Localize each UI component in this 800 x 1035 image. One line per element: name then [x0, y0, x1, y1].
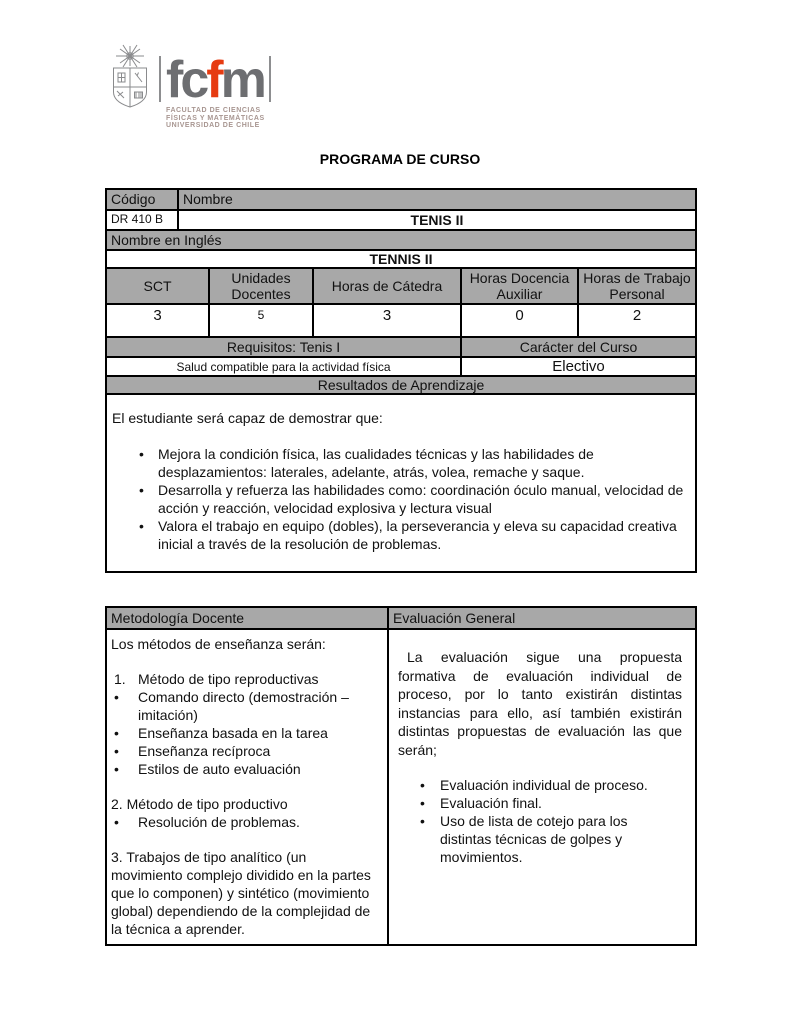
- horas-catedra-header-cell: Horas de Cátedra: [313, 268, 461, 304]
- requirements-table: [105, 336, 697, 377]
- logo-text-block: [159, 51, 271, 130]
- resultados-bullet-list: [139, 445, 685, 553]
- list-item: [111, 670, 381, 688]
- bullet-marker: •: [139, 445, 144, 462]
- bullet-marker: •: [114, 761, 119, 778]
- hours-header-row: [106, 268, 696, 304]
- table-row: [106, 376, 696, 394]
- bullet-marker: •: [139, 517, 144, 534]
- codigo-label-cell: Código: [106, 189, 178, 210]
- list-item: [139, 517, 685, 553]
- resultados-intro: El estudiante será capaz de demostrar que:: [112, 410, 383, 427]
- item-text: Resolución de problemas.: [138, 814, 300, 831]
- table-row: [106, 250, 696, 268]
- list-item: [139, 481, 685, 517]
- english-name-table: [105, 229, 697, 269]
- item-text: 2. Método de tipo productivo: [111, 796, 288, 813]
- learning-outcomes-table: [105, 375, 697, 573]
- list-item: [420, 794, 682, 812]
- resultados-header-cell: Resultados de Aprendizaje: [106, 376, 696, 394]
- list-item: [111, 724, 381, 742]
- bullet-text: Mejora la condición física, las cualidades técnicas y las habilidades de desplazamientos: laterales, adelante, atrás, volea, remache y saque.: [158, 445, 594, 480]
- table-row: [106, 210, 696, 230]
- item-text: 3. Trabajos de tipo analítico (un movimiento complejo dividido en la partes que lo componen) y sintético (movimiento global) dependiendo de la complejidad de la técnica a aprender.: [111, 849, 371, 938]
- horas-catedra-value-cell: 3: [313, 304, 461, 337]
- bullet-marker: •: [114, 725, 119, 742]
- wordmark-m: m: [220, 51, 264, 109]
- page-title: PROGRAMA DE CURSO: [319, 151, 481, 167]
- evaluacion-intro: La evaluación sigue una propuesta formativa de evaluación individual de proceso, por lo tanto existirán distintas instancias para ello, así también existirán distintas propuestas de evaluación las que serán;: [398, 649, 682, 758]
- nombre-label-cell: Nombre: [178, 189, 696, 210]
- faculty-name-line3: UNIVERSIDAD DE CHILE: [166, 122, 260, 129]
- list-item: [111, 848, 381, 938]
- faculty-name: [166, 107, 271, 130]
- bullet-marker: •: [420, 813, 425, 830]
- list-item: [111, 688, 381, 724]
- codigo-value-cell: DR 410 B: [106, 210, 178, 230]
- university-crest-icon: [108, 44, 152, 110]
- horas-trabajo-personal-header-cell: Horas de Trabajo Personal: [578, 268, 696, 304]
- unidades-docentes-header-cell: Unidades Docentes: [209, 268, 313, 304]
- horas-trabajo-personal-value-cell: 2: [578, 304, 696, 337]
- evaluacion-bullet-list: [420, 776, 682, 866]
- methodology-evaluation-table: [105, 606, 697, 946]
- wordmark-red-f: f: [206, 51, 221, 109]
- hours-values-row: [106, 304, 696, 337]
- sct-value-cell: 3: [106, 304, 209, 337]
- bullet-marker: •: [420, 795, 425, 812]
- table-row: [106, 394, 696, 572]
- bullet-marker: •: [114, 814, 119, 831]
- item-text: Estilos de auto evaluación: [138, 761, 301, 778]
- hours-table: [105, 267, 697, 338]
- faculty-name-line1: FACULTAD DE CIENCIAS: [166, 107, 261, 114]
- nombre-ingles-value-cell: TENNIS II: [106, 250, 696, 268]
- table-row: [106, 337, 696, 357]
- sct-header-cell: SCT: [106, 268, 209, 304]
- table-row: [106, 230, 696, 250]
- item-text: Enseñanza recíproca: [138, 743, 271, 760]
- bullet-text: Evaluación final.: [440, 795, 542, 812]
- table-row: [106, 189, 696, 210]
- fcfm-logo: [108, 44, 271, 130]
- metodologia-content-cell: [106, 629, 388, 945]
- metodologia-intro: Los métodos de enseñanza serán:: [111, 636, 326, 653]
- requisitos-label-cell: Requisitos: Tenis I: [106, 337, 461, 357]
- faculty-name-line2: FÍSICAS Y MATEMÁTICAS: [166, 114, 265, 122]
- table-row: [106, 629, 696, 945]
- resultados-content-cell: [106, 394, 696, 572]
- list-item: [111, 742, 381, 760]
- horas-docencia-auxiliar-value-cell: 0: [461, 304, 578, 337]
- evaluacion-content-cell: [388, 629, 696, 945]
- table-row: [106, 357, 696, 376]
- item-text: Comando directo (demostración – imitación): [138, 689, 349, 724]
- list-item: [111, 813, 381, 831]
- bullet-marker: •: [139, 481, 144, 498]
- bullet-text: Desarrolla y refuerza las habilidades como: coordinación óculo manual, velocidad de acción y reacción, velocidad explosiva y lectura visual: [158, 481, 684, 516]
- list-item: [420, 776, 682, 794]
- salud-value-cell: Salud compatible para la actividad física: [106, 357, 461, 376]
- fcfm-wordmark: [159, 51, 271, 109]
- metodologia-header-cell: Metodología Docente: [106, 607, 388, 629]
- caracter-label-cell: Carácter del Curso: [461, 337, 696, 357]
- wordmark-right-bar: [269, 56, 271, 102]
- table-row: [106, 607, 696, 629]
- bullet-marker: •: [420, 777, 425, 794]
- metodologia-list: [111, 670, 381, 938]
- course-program-content: [105, 188, 695, 946]
- item-text: Enseñanza basada en la tarea: [138, 725, 328, 742]
- nombre-ingles-label-cell: Nombre en Inglés: [106, 230, 696, 250]
- wordmark-left-bar: [159, 56, 161, 102]
- code-name-table: [105, 188, 697, 231]
- list-item: [139, 445, 685, 481]
- nombre-value-cell: TENIS II: [178, 210, 696, 230]
- bullet-text: Uso de lista de cotejo para los distintas técnicas de golpes y movimientos.: [440, 813, 628, 866]
- evaluacion-header-cell: Evaluación General: [388, 607, 696, 629]
- list-item: [111, 760, 381, 778]
- bullet-text: Evaluación individual de proceso.: [440, 777, 648, 794]
- item-text: Método de tipo reproductivas: [138, 671, 319, 688]
- crest-shield: [114, 68, 147, 107]
- caracter-value-cell: Electivo: [461, 357, 696, 376]
- number-marker: 1.: [114, 671, 126, 688]
- unidades-docentes-value-cell: 5: [209, 304, 313, 337]
- list-item: [420, 812, 682, 866]
- bullet-marker: •: [114, 743, 119, 760]
- list-item: [111, 795, 381, 813]
- wordmark-fc: fc: [166, 51, 207, 109]
- crest-starburst: [116, 45, 144, 67]
- bullet-marker: •: [114, 689, 119, 706]
- horas-docencia-auxiliar-header-cell: Horas Docencia Auxiliar: [461, 268, 578, 304]
- bullet-text: Valora el trabajo en equipo (dobles), la perseverancia y eleva su capacidad creativa inicial a través de la resolución de problemas.: [158, 517, 677, 552]
